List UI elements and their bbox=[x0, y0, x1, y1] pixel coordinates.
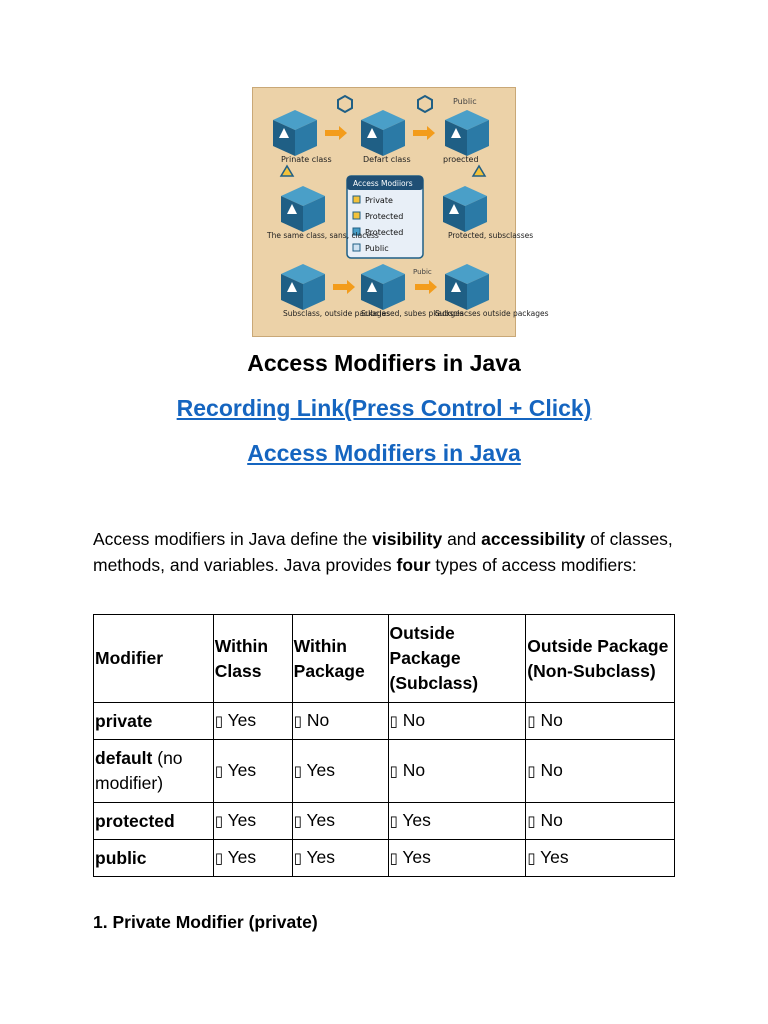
table-header: Modifier bbox=[94, 615, 214, 703]
cube-icon bbox=[445, 110, 489, 156]
hero-label: Protected, subsclasses bbox=[448, 231, 534, 240]
hero-label: Public bbox=[453, 97, 477, 106]
cell-value: No bbox=[540, 760, 563, 780]
table-header: Within Class bbox=[213, 615, 292, 703]
cube-icon bbox=[445, 264, 489, 310]
box-icon: ▯ bbox=[389, 812, 398, 830]
modifier-note: (no modifier) bbox=[95, 748, 183, 793]
hero-label: Defart class bbox=[363, 155, 411, 164]
hero-label: proected bbox=[443, 155, 479, 164]
box-icon: ▯ bbox=[293, 812, 302, 830]
modifier-cell bbox=[94, 740, 214, 803]
table-header: Within Package bbox=[292, 615, 388, 703]
box-icon: ▯ bbox=[527, 712, 536, 730]
page-title: Access Modifiers in Java bbox=[247, 350, 521, 376]
hero-label: Pubic bbox=[413, 268, 432, 276]
cell-value: No bbox=[540, 810, 563, 830]
menu-item: Protected bbox=[365, 228, 404, 237]
table-cell bbox=[292, 740, 388, 803]
menu-item: Public bbox=[365, 244, 389, 253]
intro-text: and bbox=[442, 529, 482, 549]
hero-label: Subsclass, outside packages bbox=[283, 309, 391, 318]
cell-value: Yes bbox=[402, 810, 431, 830]
intro-paragraph bbox=[93, 526, 683, 578]
cube-icon bbox=[273, 110, 317, 156]
box-icon: ▯ bbox=[214, 762, 224, 780]
intro-bold: visibility bbox=[372, 529, 443, 549]
box-icon: ▯ bbox=[214, 812, 224, 830]
arrow-icon bbox=[413, 126, 435, 140]
table-row bbox=[94, 740, 675, 803]
table-cell bbox=[292, 703, 388, 740]
modifier-name: protected bbox=[95, 810, 175, 831]
section-heading: 1. Private Modifier (private) bbox=[93, 912, 318, 932]
cube-icon bbox=[361, 110, 405, 156]
arrow-icon bbox=[325, 126, 347, 140]
table-header: Outside Package (Subclass) bbox=[388, 615, 526, 703]
intro-text: of classes, methods, and variables. Java provides bbox=[93, 529, 673, 575]
intro-text: types of access modifiers: bbox=[430, 555, 637, 575]
cell-value: Yes bbox=[227, 810, 257, 830]
cube-icon bbox=[443, 186, 487, 232]
box-icon: ▯ bbox=[527, 762, 536, 780]
intro-text: Access modifiers in Java define the bbox=[93, 529, 373, 549]
box-icon: ▯ bbox=[293, 762, 302, 780]
modifier-cell bbox=[94, 840, 214, 877]
table-cell bbox=[388, 840, 526, 877]
table-row bbox=[94, 803, 675, 840]
box-icon: ▯ bbox=[527, 849, 536, 867]
arrow-icon bbox=[333, 280, 355, 294]
cell-value: Yes bbox=[540, 847, 569, 867]
hero-label: Subclased, subes pkackges bbox=[361, 309, 464, 318]
arrow-icon bbox=[415, 280, 437, 294]
box-icon: ▯ bbox=[527, 812, 536, 830]
access-modifiers-link[interactable]: Access Modifiers in Java bbox=[247, 440, 521, 466]
cube-icon bbox=[361, 264, 405, 310]
hero-label: Subsclacses outside packages bbox=[435, 309, 549, 318]
table-cell bbox=[526, 703, 675, 740]
table-header: Outside Package (Non-Subclass) bbox=[526, 615, 675, 703]
cell-value: No bbox=[540, 710, 563, 730]
recording-link[interactable]: Recording Link(Press Control + Click) bbox=[176, 395, 592, 421]
menu-item: Private bbox=[365, 196, 393, 205]
table-cell bbox=[213, 840, 292, 877]
cell-value: Yes bbox=[306, 847, 336, 867]
cell-value: No bbox=[306, 710, 330, 730]
cube-icon bbox=[281, 264, 325, 310]
access-modifiers-table bbox=[93, 614, 675, 877]
hero-label: The same class, sans, clacess bbox=[267, 231, 379, 240]
table-cell bbox=[292, 840, 388, 877]
hero-label: Prinate class bbox=[281, 155, 332, 164]
table-cell bbox=[213, 803, 292, 840]
cube-icon bbox=[281, 186, 325, 232]
menu-title: Access Modiiors bbox=[353, 179, 413, 188]
table-cell bbox=[526, 840, 675, 877]
table-cell bbox=[526, 803, 675, 840]
modifier-name: public bbox=[95, 847, 147, 868]
table-cell bbox=[213, 703, 292, 740]
table-cell bbox=[388, 740, 526, 803]
cell-value: Yes bbox=[306, 760, 336, 780]
modifier-cell bbox=[94, 803, 214, 840]
modifier-name: default bbox=[95, 748, 153, 768]
box-icon: ▯ bbox=[389, 849, 398, 867]
cell-value: Yes bbox=[227, 847, 257, 867]
access-modifiers-illustration bbox=[252, 87, 549, 337]
cell-value: Yes bbox=[227, 710, 257, 730]
cell-value: No bbox=[402, 710, 426, 730]
intro-bold: accessibility bbox=[481, 529, 586, 549]
table-cell bbox=[388, 803, 526, 840]
box-icon: ▯ bbox=[214, 849, 224, 867]
cell-value: Yes bbox=[306, 810, 336, 830]
intro-bold: four bbox=[396, 555, 431, 575]
table-cell bbox=[526, 740, 675, 803]
box-icon: ▯ bbox=[389, 762, 398, 780]
table-cell bbox=[388, 703, 526, 740]
table-header-row bbox=[94, 615, 675, 703]
table-cell bbox=[213, 740, 292, 803]
menu-item: Protected bbox=[365, 212, 404, 221]
table-row bbox=[94, 703, 675, 740]
cell-value: No bbox=[402, 760, 426, 780]
table-cell bbox=[292, 803, 388, 840]
table-row bbox=[94, 840, 675, 877]
box-icon: ▯ bbox=[214, 712, 224, 730]
box-icon: ▯ bbox=[389, 712, 398, 730]
modifier-cell bbox=[94, 703, 214, 740]
modifier-name: private bbox=[95, 710, 153, 731]
cell-value: Yes bbox=[402, 847, 431, 867]
cell-value: Yes bbox=[227, 760, 257, 780]
box-icon: ▯ bbox=[293, 849, 302, 867]
box-icon: ▯ bbox=[293, 712, 302, 730]
